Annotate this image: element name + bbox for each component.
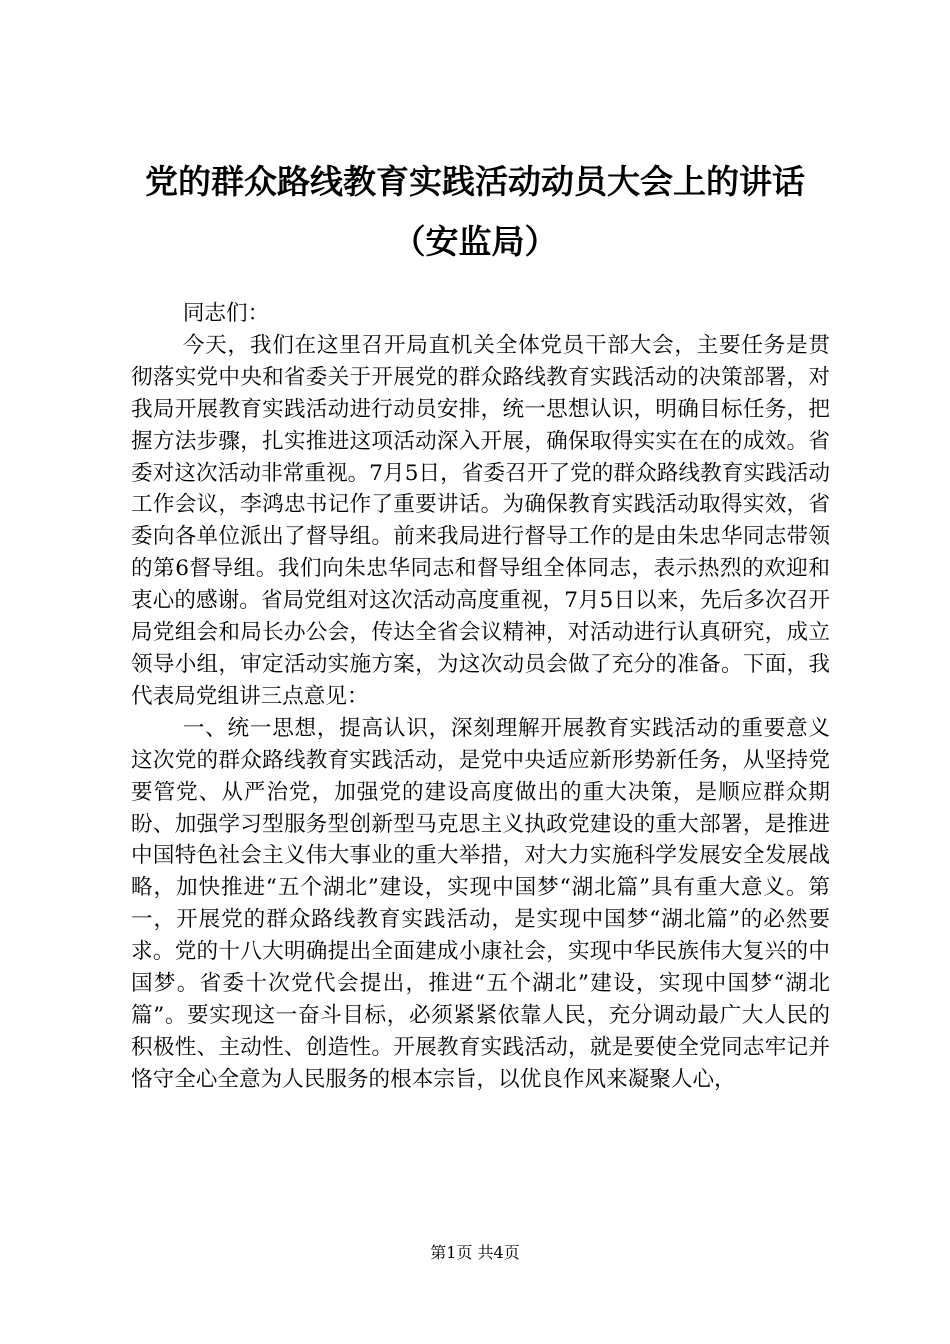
document-title: 党的群众路线教育实践活动动员大会上的讲话: [145, 162, 805, 201]
body-paragraph: 今天，我们在这里召开局直机关全体党员干部大会，主要任务是贯彻落实党中央和省委关于开展党的群众路线教育实践活动的决策部署，对我局开展教育实践活动进行动员安排，统一思想认识，明确目标任务，把握方法步骤，扎实推进这项活动深入开展，确保取得实实在在的成效。省委对这次活动非常重视。7月5日，省委召开了党的群众路线教育实践活动工作会议，李鸿忠书记作了重要讲话。为确保教育实践活动取得实效，省委向各单位派出了督导组。前来我局进行督导工作的是由朱忠华同志带领的第6督导组。我们向朱忠华同志和督导组全体同志，表示热烈的欢迎和衷心的感谢。省局党组对这次活动高度重视，7月5日以来，先后多次召开局党组会和局长办公会，传达全省会议精神，对活动进行认真研究，成立领导小组，审定活动实施方案，为这次动员会做了充分的准备。下面，我代表局党组讲三点意见：: [131, 332, 830, 709]
page-footer: 第1页 共4页: [430, 1243, 520, 1262]
document-body: [131, 298, 830, 1096]
document-subtitle: （安监局）: [392, 222, 558, 261]
body-paragraph: 一、统一思想，提高认识，深刻理解开展教育实践活动的重要意义这次党的群众路线教育实践活动，是党中央适应新形势新任务，从坚持党要管党、从严治党，加强党的建设高度做出的重大决策，是顺应群众期盼、加强学习型服务型创新型马克思主义执政党建设的重大部署，是推进中国特色社会主义伟大事业的重大举措，对大力实施科学发展安全发展战略，加快推进“五个湖北”建设，实现中国梦“湖北篇”具有重大意义。第一，开展党的群众路线教育实践活动，是实现中国梦“湖北篇”的必然要求。党的十八大明确提出全面建成小康社会，实现中华民族伟大复兴的中国梦。省委十次党代会提出，推进“五个湖北”建设，实现中国梦“湖北篇”。要实现这一奋斗目标，必须紧紧依靠人民，充分调动最广大人民的积极性、主动性、创造性。开展教育实践活动，就是要使全党同志牢记并恪守全心全意为人民服务的根本宗旨，以优良作风来凝聚人心，: [131, 715, 830, 1092]
salutation-paragraph: 同志们：: [182, 301, 270, 326]
